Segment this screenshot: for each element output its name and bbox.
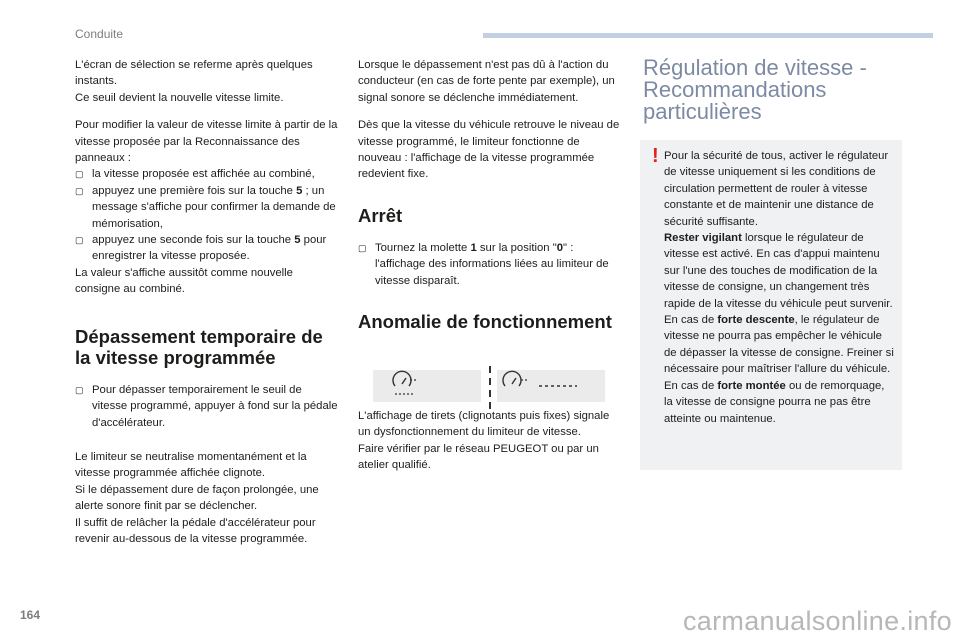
bullet-icon: ▢	[75, 185, 84, 196]
column-2	[358, 57, 623, 485]
bullet-icon: ▢	[358, 242, 367, 253]
list-item: ▢ Pour dépasser temporairement le seuil de vitesse programmé, appuyer à fond sur la pédale d'accélérateur.	[75, 383, 338, 429]
page-number: 164	[20, 608, 41, 622]
warning-box	[640, 140, 902, 470]
speed-limiter-icon	[497, 370, 605, 402]
list-item: ▢ appuyez une première fois sur la touche 5 ; un message s'affiche pour confirmer la demande de mémorisation,	[75, 184, 336, 230]
watermark: carmanualsonline.info	[683, 606, 952, 636]
list-item: ▢ Tournez la molette 1 sur la position "0" : l'affichage des informations liées au limiteur de vitesse disparaît.	[358, 241, 609, 287]
column-1	[75, 57, 340, 558]
paragraph: Lorsque le dépassement n'est pas dû à l'action du conducteur (en cas de forte pente par exemple), un signal sonore se déclenche immédiatement.	[358, 59, 615, 104]
paragraph: L'affichage de tirets (clignotants puis fixes) signale un dysfonctionnement du limiteur de vitesse. Faire vérifier par le réseau PEUGEOT ou par un atelier qualifié.	[358, 410, 610, 472]
list-item: ▢ la vitesse proposée est affichée au combiné,	[75, 166, 340, 182]
header-bar	[483, 33, 933, 38]
heading-regulation: Régulation de vitesse - Recommandations particulières	[643, 55, 867, 124]
warning-icon: !	[652, 145, 659, 167]
paragraph: Le limiteur se neutralise momentanément et la vitesse programmée affichée clignote. Si le dépassement dure de façon prolongée, une alerte sonore finit par se déclencher. Il suffit de relâcher la pédale d'accélérateur pour revenir au-dessous de la vitesse programmée.	[75, 450, 319, 545]
heading-arret: Arrêt	[358, 204, 403, 226]
paragraph: L'écran de sélection se referme après quelques instants. Ce seuil devient la nouvelle vitesse limite.	[75, 59, 313, 104]
warning-text: Pour la sécurité de tous, activer le régulateur de vitesse uniquement si les conditions de circulation permettent de rouler à vitesse constante et de maintenir une distance de sécurité suffisante. Rester vigilant lorsque le régulateur de vitesse est activé. En cas d'appui maintenu sur l'une des touches de modification de la vitesse de consigne, un changement très rapide de la vitesse du véhicule peut survenir. En cas de forte descente, le régulateur de vitesse ne pourra pas empêcher le véhicule de dépasser la vitesse de consigne. Freiner si nécessaire pour maîtriser l'allure du véhicule. En cas de forte montée ou de remorquage, la vitesse de consigne pourra ne pas être atteinte ou maintenue.	[664, 150, 894, 425]
heading-depassement: Dépassement temporaire de la vitesse programmée	[75, 325, 323, 368]
bullet-icon: ▢	[75, 235, 84, 246]
speed-limiter-box	[373, 370, 481, 402]
heading-anomalie: Anomalie de fonctionnement	[358, 311, 612, 333]
speed-limiter-illustration	[373, 366, 606, 410]
separator	[489, 366, 491, 410]
bullet-icon: ▢	[75, 169, 84, 180]
speed-limiter-icon	[373, 370, 481, 402]
bullet-icon: ▢	[75, 384, 84, 395]
column-3	[643, 57, 908, 141]
header-section: Conduite	[75, 27, 124, 41]
paragraph: La valeur s'affiche aussitôt comme nouvelle consigne au combiné.	[75, 266, 293, 296]
list-item: ▢ appuyez une seconde fois sur la touche 5 pour enregistrer la vitesse proposée.	[75, 234, 327, 263]
paragraph: Dès que la vitesse du véhicule retrouve le niveau de vitesse programmé, le limiteur fonctionne de nouveau : l'affichage de la vitesse programmée redevient fixe.	[358, 119, 620, 181]
paragraph: Pour modifier la valeur de vitesse limite à partir de la vitesse proposée par la Reconnaissance des panneaux :	[75, 119, 338, 165]
speed-limiter-box	[497, 370, 605, 402]
